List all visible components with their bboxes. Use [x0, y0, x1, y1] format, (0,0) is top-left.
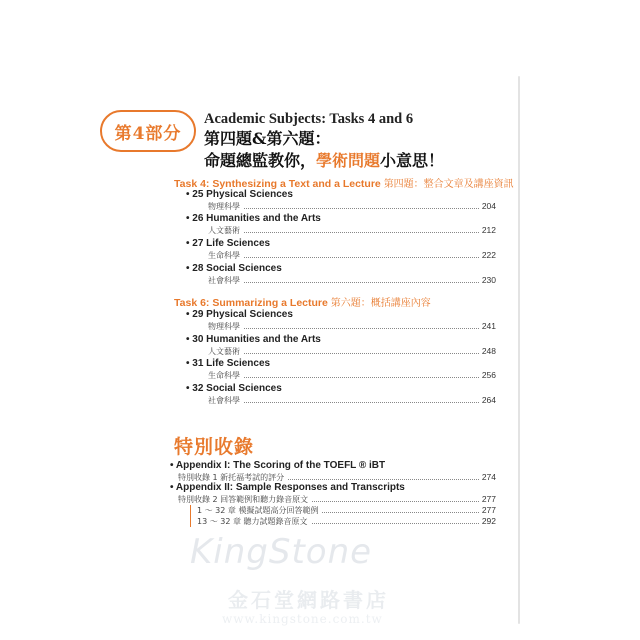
toc-entry-title: • 25 Physical Sciences	[186, 189, 293, 200]
toc-entry-30[interactable]	[186, 334, 496, 357]
toc-page-number: 248	[481, 346, 496, 356]
toc-entry-line	[208, 225, 496, 236]
toc-entry-26[interactable]	[186, 213, 496, 236]
toc-entry-title: • 32 Social Sciences	[186, 383, 282, 394]
toc-page-number: 277	[481, 494, 496, 504]
toc-entry-line	[208, 346, 496, 357]
toc-entry-27[interactable]	[186, 238, 496, 261]
toc-entry-line	[208, 321, 496, 332]
watermark-logo: KingStone	[190, 532, 373, 572]
part-title-zh: 第四題&第六題：	[204, 129, 331, 148]
toc-entry-title: • 30 Humanities and the Arts	[186, 334, 321, 345]
dot-leader	[244, 257, 479, 258]
toc-page-number: 212	[481, 225, 496, 235]
watermark-name: 金石堂網路書店	[228, 588, 389, 612]
dot-leader	[322, 512, 478, 513]
toc-entry-sub: 物理科學	[208, 202, 240, 211]
dot-leader	[244, 232, 479, 233]
task4-label: Task 4: Synthesizing a Text and a Lecture	[174, 178, 381, 190]
toc-entry-sub: 13 ～ 32 章 聽力試題錄音原文	[197, 517, 308, 526]
part-badge-label: 第4部分	[114, 123, 182, 144]
toc-subitem[interactable]	[197, 516, 496, 527]
part-badge	[100, 110, 196, 152]
toc-entry-line	[208, 275, 496, 286]
toc-subitem[interactable]	[197, 505, 496, 516]
toc-entry-sub: 生命科學	[208, 251, 240, 260]
dot-leader	[312, 501, 479, 502]
toc-page-number: 230	[481, 275, 496, 285]
part-subtitle-prefix: 命題總監教你，	[204, 151, 317, 170]
part-title-en: Academic Subjects: Tasks 4 and 6	[204, 111, 414, 127]
toc-entry-sub: 特別收錄 1 新托福考試的評分	[178, 473, 285, 482]
task4-label-zh: 第四題：整合文章及講座資訊	[383, 179, 514, 190]
appendix-2-subitems	[190, 505, 496, 527]
toc-appendix-2[interactable]	[170, 482, 496, 505]
toc-page-number: 274	[481, 472, 496, 482]
toc-entry-sub: 人文藝術	[208, 347, 240, 356]
toc-entry-31[interactable]	[186, 358, 496, 381]
toc-page-number: 204	[481, 201, 496, 211]
special-heading: 特別收錄	[174, 436, 255, 458]
toc-entry-title: • Appendix I: The Scoring of the TOEFL ® iBT	[170, 460, 386, 471]
toc-entry-sub: 特別收錄 2 回答範例和聽力錄音原文	[178, 495, 309, 504]
part-subtitle	[204, 150, 524, 172]
part-subtitle-suffix: 小意思！	[380, 151, 445, 170]
toc-entry-sub: 人文藝術	[208, 226, 240, 235]
toc-entry-line	[208, 201, 496, 212]
toc-page-number: 256	[481, 370, 496, 380]
toc-entry-sub: 生命科學	[208, 371, 240, 380]
toc-entry-sub: 物理科學	[208, 322, 240, 331]
dot-leader	[244, 282, 479, 283]
toc-entry-line	[208, 395, 496, 406]
toc-entry-title: • 29 Physical Sciences	[186, 309, 293, 320]
toc-entry-line	[208, 250, 496, 261]
toc-page-number: 277	[481, 505, 496, 515]
dot-leader	[244, 402, 479, 403]
toc-entry-line	[208, 370, 496, 381]
dot-leader	[244, 208, 479, 209]
toc-entry-title: • 26 Humanities and the Arts	[186, 213, 321, 224]
toc-entry-32[interactable]	[186, 383, 496, 406]
toc-appendix-1[interactable]	[170, 460, 496, 483]
part-title	[204, 110, 524, 172]
dot-leader	[244, 377, 479, 378]
task6-label-zh: 第六題：概括講座內容	[330, 298, 431, 309]
toc-entry-title: • 31 Life Sciences	[186, 358, 271, 369]
part-subtitle-highlight: 學術問題	[316, 151, 381, 170]
dot-leader	[244, 353, 479, 354]
toc-entry-title: • 27 Life Sciences	[186, 238, 271, 249]
task4-heading	[174, 175, 514, 190]
toc-entry-29[interactable]	[186, 309, 496, 332]
task6-label: Task 6: Summarizing a Lecture	[174, 297, 328, 309]
toc-page-number: 292	[481, 516, 496, 526]
dot-leader	[288, 479, 479, 480]
dot-leader	[312, 523, 479, 524]
toc-entry-25[interactable]	[186, 189, 496, 212]
toc-page-number: 264	[481, 395, 496, 405]
toc-entry-title: • 28 Social Sciences	[186, 263, 282, 274]
toc-entry-28[interactable]	[186, 263, 496, 286]
toc-page-number: 222	[481, 250, 496, 260]
toc-entry-sub: 1 ～ 32 章 模擬試題高分回答範例	[197, 506, 319, 515]
toc-entry-sub: 社會科學	[208, 396, 240, 405]
watermark-url: www.kingstone.com.tw	[222, 612, 383, 626]
toc-entry-sub: 社會科學	[208, 276, 240, 285]
toc-page-number: 241	[481, 321, 496, 331]
dot-leader	[244, 328, 479, 329]
toc-entry-line	[178, 494, 496, 505]
toc-entry-title: • Appendix II: Sample Responses and Transcripts	[170, 482, 405, 493]
task6-heading	[174, 294, 431, 309]
